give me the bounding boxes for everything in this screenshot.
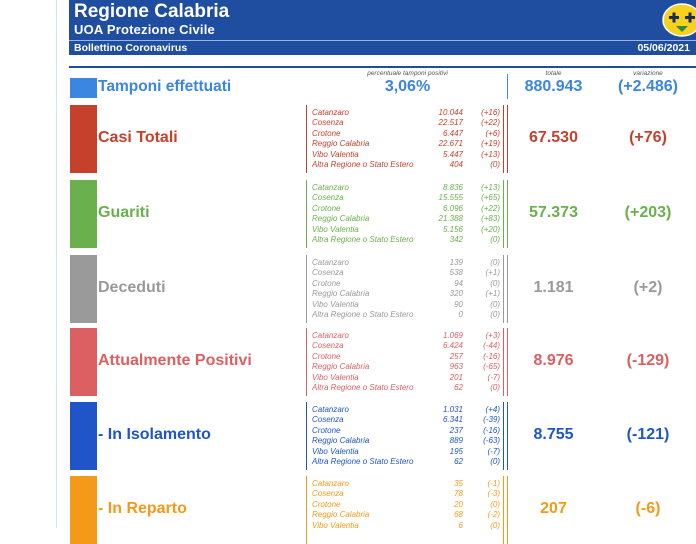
province-name: Vibo Valentia bbox=[312, 520, 359, 530]
category-change: (-6) bbox=[635, 500, 661, 517]
province-value: 68 bbox=[454, 510, 463, 520]
province-delta: (+13) bbox=[481, 149, 500, 159]
province-name: Catanzaro bbox=[312, 405, 349, 414]
province-delta: (+83) bbox=[481, 214, 500, 224]
province-name: Reggio Calabria bbox=[312, 362, 370, 372]
category-change: (-121) bbox=[626, 426, 670, 443]
province-name: Crotone bbox=[312, 203, 341, 213]
province-name: Cosenza bbox=[312, 415, 344, 425]
province-value: 404 bbox=[449, 160, 463, 169]
province-value: 22.671 bbox=[438, 139, 463, 149]
left-margin bbox=[0, 0, 56, 528]
province-name: Altra Regione o Stato Estero bbox=[312, 160, 414, 169]
province-delta: (+1) bbox=[485, 289, 500, 299]
province-name: Crotone bbox=[312, 278, 341, 288]
header-divider bbox=[69, 40, 696, 41]
province-value: 62 bbox=[454, 457, 463, 466]
tamponi-color-bar bbox=[70, 78, 97, 98]
province-delta: (+3) bbox=[485, 331, 500, 340]
province-delta: (+13) bbox=[481, 183, 500, 192]
category-total: 207 bbox=[540, 500, 567, 517]
province-value: 10.044 bbox=[438, 108, 463, 117]
province-delta: (+22) bbox=[481, 203, 500, 213]
category-total: 1.181 bbox=[533, 279, 574, 296]
category-label: - In Isolamento bbox=[98, 426, 211, 443]
province-name: Catanzaro bbox=[312, 108, 349, 117]
province-value: 6 bbox=[458, 520, 463, 530]
province-delta: (-39) bbox=[483, 415, 500, 425]
province-value: 889 bbox=[449, 436, 463, 446]
province-value: 320 bbox=[449, 289, 463, 299]
province-delta: (0) bbox=[490, 160, 500, 169]
province-value: 0 bbox=[458, 310, 463, 319]
province-value: 5.447 bbox=[442, 149, 463, 159]
category-color-bar bbox=[70, 255, 97, 323]
province-name: Crotone bbox=[312, 128, 341, 138]
province-value: 1.031 bbox=[442, 405, 463, 414]
province-name: Vibo Valentia bbox=[312, 372, 359, 382]
province-value: 8.836 bbox=[442, 183, 463, 192]
province-delta: (-7) bbox=[487, 372, 500, 382]
header-rule bbox=[69, 66, 696, 68]
bulletin-date: 05/06/2021 bbox=[637, 42, 690, 54]
page-subtitle: UOA Protezione Civile bbox=[74, 22, 215, 37]
province-value: 22.517 bbox=[438, 118, 463, 128]
category-color-bar bbox=[70, 476, 97, 544]
province-name: Altra Regione o Stato Estero bbox=[312, 383, 414, 392]
province-value: 15.555 bbox=[438, 193, 463, 203]
province-value: 35 bbox=[454, 479, 463, 488]
tamponi-positive-percent: 3,06% bbox=[384, 78, 431, 95]
province-name: Cosenza bbox=[312, 489, 344, 499]
province-value: 342 bbox=[449, 235, 463, 244]
category-change: (+76) bbox=[629, 129, 667, 146]
header-banner bbox=[69, 0, 696, 55]
province-name: Vibo Valentia bbox=[312, 224, 359, 234]
province-delta: (-2) bbox=[487, 510, 500, 520]
province-breakdown bbox=[306, 180, 504, 248]
category-change: (+203) bbox=[624, 204, 672, 221]
category-color-bar bbox=[70, 180, 97, 248]
province-name: Altra Regione o Stato Estero bbox=[312, 235, 414, 244]
province-name: Crotone bbox=[312, 351, 341, 361]
province-delta: (-1) bbox=[487, 479, 500, 488]
province-value: 6.447 bbox=[442, 128, 463, 138]
province-delta: (-16) bbox=[483, 351, 500, 361]
province-value: 195 bbox=[449, 446, 463, 456]
province-delta: (-3) bbox=[487, 489, 500, 499]
province-value: 201 bbox=[449, 372, 463, 382]
province-value: 90 bbox=[454, 299, 463, 309]
province-name: Catanzaro bbox=[312, 331, 349, 340]
province-name: Vibo Valentia bbox=[312, 299, 359, 309]
province-delta: (0) bbox=[490, 383, 500, 392]
regione-calabria-logo-icon bbox=[662, 3, 696, 37]
province-delta: (+1) bbox=[485, 268, 500, 278]
province-name: Catanzaro bbox=[312, 183, 349, 192]
province-name: Catanzaro bbox=[312, 479, 349, 488]
province-breakdown bbox=[306, 105, 504, 173]
province-value: 237 bbox=[449, 425, 463, 435]
province-value: 538 bbox=[449, 268, 463, 278]
province-value: 5.156 bbox=[442, 224, 463, 234]
province-delta: (+4) bbox=[485, 405, 500, 414]
province-name: Reggio Calabria bbox=[312, 436, 370, 446]
province-name: Cosenza bbox=[312, 341, 344, 351]
province-name: Reggio Calabria bbox=[312, 139, 370, 149]
province-name: Catanzaro bbox=[312, 258, 349, 267]
page-title: Regione Calabria bbox=[74, 1, 230, 22]
province-delta: (0) bbox=[490, 310, 500, 319]
percent-column-header: percentuale tamponi positivi bbox=[367, 70, 448, 77]
province-delta: (-44) bbox=[483, 341, 500, 351]
category-total: 8.755 bbox=[533, 426, 574, 443]
category-color-bar bbox=[70, 402, 97, 470]
province-delta: (+19) bbox=[481, 139, 500, 149]
province-value: 6.424 bbox=[442, 341, 463, 351]
province-value: 257 bbox=[449, 351, 463, 361]
province-name: Cosenza bbox=[312, 193, 344, 203]
province-breakdown bbox=[306, 255, 504, 323]
category-label: - In Reparto bbox=[98, 500, 187, 517]
province-delta: (+16) bbox=[481, 108, 500, 117]
province-breakdown bbox=[306, 476, 504, 544]
province-delta: (-7) bbox=[487, 446, 500, 456]
tamponi-change: (+2.486) bbox=[617, 78, 679, 95]
province-value: 6.096 bbox=[442, 203, 463, 213]
province-name: Altra Regione o Stato Estero bbox=[312, 310, 414, 319]
category-total: 8.976 bbox=[533, 352, 574, 369]
province-delta: (+20) bbox=[481, 224, 500, 234]
province-name: Vibo Valentia bbox=[312, 149, 359, 159]
province-delta: (+6) bbox=[485, 128, 500, 138]
province-name: Vibo Valentia bbox=[312, 446, 359, 456]
province-delta: (+22) bbox=[481, 118, 500, 128]
bulletin-label: Bollettino Coronavirus bbox=[74, 42, 188, 54]
province-delta: (0) bbox=[490, 278, 500, 288]
category-label: Guariti bbox=[98, 204, 150, 221]
province-name: Crotone bbox=[312, 425, 341, 435]
province-name: Reggio Calabria bbox=[312, 289, 370, 299]
category-total: 57.373 bbox=[529, 204, 578, 221]
province-value: 6.341 bbox=[442, 415, 463, 425]
province-delta: (0) bbox=[490, 520, 500, 530]
province-value: 78 bbox=[454, 489, 463, 499]
category-total: 67.530 bbox=[529, 129, 578, 146]
tamponi-label: Tamponi effettuati bbox=[98, 78, 232, 95]
category-change: (-129) bbox=[626, 352, 670, 369]
province-value: 963 bbox=[449, 362, 463, 372]
total-column-header: totale bbox=[545, 70, 562, 77]
province-name: Cosenza bbox=[312, 118, 344, 128]
province-delta: (0) bbox=[490, 299, 500, 309]
province-name: Reggio Calabria bbox=[312, 510, 370, 520]
province-delta: (0) bbox=[490, 457, 500, 466]
province-value: 94 bbox=[454, 278, 463, 288]
province-delta: (-63) bbox=[483, 436, 500, 446]
change-column-header: variazione bbox=[633, 70, 663, 77]
province-value: 62 bbox=[454, 383, 463, 392]
province-breakdown bbox=[306, 402, 504, 470]
province-value: 1.069 bbox=[442, 331, 463, 340]
province-value: 21.388 bbox=[438, 214, 463, 224]
category-change: (+2) bbox=[633, 279, 663, 296]
province-delta: (0) bbox=[490, 235, 500, 244]
category-color-bar bbox=[70, 105, 97, 173]
province-delta: (0) bbox=[490, 258, 500, 267]
province-name: Crotone bbox=[312, 499, 341, 509]
province-delta: (+65) bbox=[481, 193, 500, 203]
category-color-bar bbox=[70, 328, 97, 396]
category-label: Casi Totali bbox=[98, 129, 178, 146]
tamponi-total: 880.943 bbox=[524, 78, 583, 95]
province-name: Cosenza bbox=[312, 268, 344, 278]
province-name: Reggio Calabria bbox=[312, 214, 370, 224]
province-delta: (-16) bbox=[483, 425, 500, 435]
category-label: Deceduti bbox=[98, 279, 166, 296]
province-breakdown bbox=[306, 328, 504, 396]
category-label: Attualmente Positivi bbox=[98, 352, 252, 369]
province-value: 20 bbox=[454, 499, 463, 509]
page-border bbox=[56, 0, 57, 528]
province-delta: (0) bbox=[490, 499, 500, 509]
province-value: 139 bbox=[449, 258, 463, 267]
province-name: Altra Regione o Stato Estero bbox=[312, 457, 414, 466]
province-delta: (-65) bbox=[483, 362, 500, 372]
